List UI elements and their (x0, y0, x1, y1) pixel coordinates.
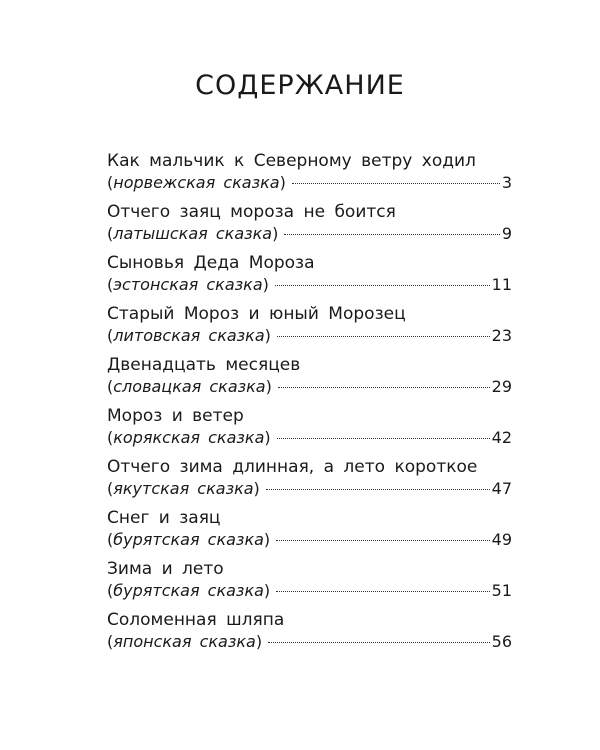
toc-entry-origin-text: словацкая сказка (113, 377, 266, 396)
toc-entry-page-number: 9 (501, 224, 512, 243)
toc-entry (107, 558, 512, 609)
toc-entry-origin: (эстонская сказка) (107, 275, 269, 294)
toc-entry-origin-text: бурятская сказка (113, 581, 264, 600)
dot-leader (275, 285, 490, 286)
toc-entry-origin-text: корякская сказка (113, 428, 265, 447)
toc-entry-title: Соломенная шляпа (107, 610, 285, 630)
toc-entry (107, 201, 512, 252)
toc-entry-title: Мороз и ветер (107, 406, 244, 426)
toc-entry-page-number: 49 (491, 530, 512, 549)
dot-leader (277, 438, 490, 439)
dot-leader (276, 591, 489, 592)
toc-entry (107, 150, 512, 201)
toc-entry-title: Как мальчик к Северному ветру ходил (107, 151, 476, 171)
toc-entry (107, 303, 512, 354)
toc-entry-origin: (якутская сказка) (107, 479, 260, 498)
toc-entry-line (107, 172, 512, 194)
page-title: СОДЕРЖАНИЕ (195, 70, 405, 101)
toc-entry-origin-text: японская сказка (113, 632, 256, 651)
toc-entry-line (107, 580, 512, 602)
toc-entry (107, 456, 512, 507)
toc-entry-origin: (литовская сказка) (107, 326, 271, 345)
dot-leader (284, 234, 499, 235)
dot-leader (266, 489, 490, 490)
dot-leader (276, 540, 489, 541)
toc-entry-title: Зима и лето (107, 559, 224, 579)
toc-entry-line (107, 631, 512, 653)
toc-entry-line (107, 427, 512, 449)
toc-entry-origin-text: эстонская сказка (113, 275, 263, 294)
toc-entry-title: Отчего зима длинная, а лето короткое (107, 457, 478, 477)
toc-entry-origin-text: якутская сказка (113, 479, 254, 498)
toc-entry-page-number: 3 (501, 173, 512, 192)
toc-entry-origin-text: бурятская сказка (113, 530, 264, 549)
dot-leader (292, 183, 500, 184)
toc-entry (107, 252, 512, 303)
dot-leader (278, 387, 490, 388)
toc-entry-page-number: 11 (491, 275, 512, 294)
toc-entry-page-number: 56 (491, 632, 512, 651)
dot-leader (268, 642, 490, 643)
toc-entry-page-number: 51 (491, 581, 512, 600)
toc-entry-origin: (японская сказка) (107, 632, 263, 651)
toc-entry-origin: (бурятская сказка) (107, 581, 271, 600)
toc-entry (107, 405, 512, 456)
toc-entry-title: Старый Мороз и юный Морозец (107, 304, 406, 324)
toc-entry-line (107, 376, 512, 398)
toc-entry (107, 507, 512, 558)
toc-entry-title: Сыновья Деда Мороза (107, 253, 315, 273)
dot-leader (277, 336, 490, 337)
toc-entry-origin-text: латышская сказка (113, 224, 273, 243)
toc-entry-page-number: 29 (491, 377, 512, 396)
toc-entry-page-number: 23 (491, 326, 512, 345)
toc-entry-line (107, 529, 512, 551)
toc-entry-title: Отчего заяц мороза не боится (107, 202, 396, 222)
toc-entry-origin-text: литовская сказка (113, 326, 265, 345)
toc-entry-line (107, 274, 512, 296)
toc-entry-origin: (латышская сказка) (107, 224, 279, 243)
toc-entry-title: Снег и заяц (107, 508, 221, 528)
toc-entry (107, 609, 512, 660)
toc-entry-line (107, 223, 512, 245)
toc-entry-title: Двенадцать месяцев (107, 355, 301, 375)
toc-entry-page-number: 42 (491, 428, 512, 447)
toc-entry-origin: (словацкая сказка) (107, 377, 272, 396)
toc-entry-origin: (норвежская сказка) (107, 173, 286, 192)
toc-entry-line (107, 325, 512, 347)
toc-entry-origin: (бурятская сказка) (107, 530, 271, 549)
toc-entry-page-number: 47 (491, 479, 512, 498)
toc-entry (107, 354, 512, 405)
toc-entry-line (107, 478, 512, 500)
toc-entry-origin: (корякская сказка) (107, 428, 271, 447)
table-of-contents (107, 150, 512, 660)
toc-entry-origin-text: норвежская сказка (113, 173, 280, 192)
